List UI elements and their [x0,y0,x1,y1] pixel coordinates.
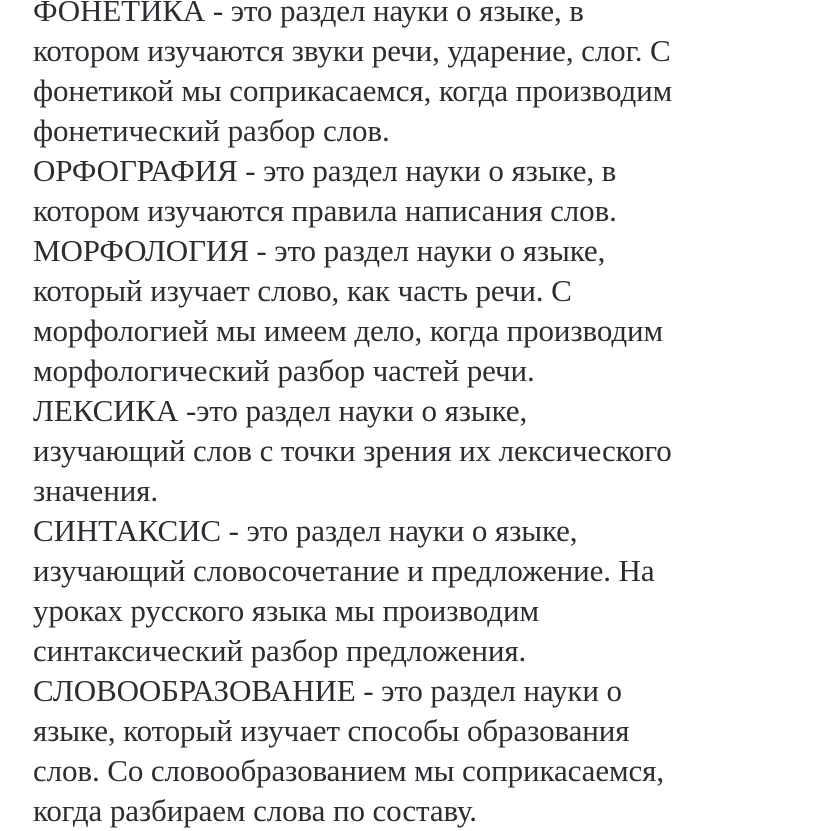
text-line-syntax-2: изучающий словосочетание и предложение. На [33,553,655,588]
text-line-word-formation-4: когда разбираем слова по составу. [33,793,477,828]
text-line-lexicon-2: изучающий слов с точки зрения их лексического [33,433,672,468]
text-line-orthography-1: ОРФОГРАФИЯ - это раздел науки о языке, в [33,153,617,188]
text-line-lexicon-1: ЛЕКСИКА -это раздел науки о языке, [33,393,528,428]
text-line-syntax-3: уроках русского языка мы производим [33,593,539,628]
document-text [33,0,823,831]
text-line-morphology-3: морфологией мы имеем дело, когда производим [33,313,664,348]
text-line-orthography-2: котором изучаются правила написания слов. [33,193,617,228]
text-line-morphology-4: морфологический разбор частей речи. [33,353,535,388]
text-line-word-formation-1: СЛОВООБРАЗОВАНИЕ - это раздел науки о [33,673,622,708]
text-line-word-formation-2: языке, который изучает способы образования [33,713,630,748]
text-line-syntax-1: СИНТАКСИС - это раздел науки о языке, [33,513,578,548]
text-line-word-formation-3: слов. Со словообразованием мы соприкасаемся, [33,753,664,788]
text-line-phonetics-3: фонетикой мы соприкасаемся, когда производим [33,73,673,108]
text-line-morphology-1: МОРФОЛОГИЯ - это раздел науки о языке, [33,233,606,268]
text-line-phonetics-4: фонетический разбор слов. [33,113,390,148]
text-line-phonetics-2: котором изучаются звуки речи, ударение, слог. С [33,33,671,68]
text-line-phonetics-1: ФОНЕТИКА - это раздел науки о языке, в [33,0,584,28]
text-line-syntax-4: синтаксический разбор предложения. [33,633,527,668]
text-line-morphology-2: который изучает слово, как часть речи. С [33,273,572,308]
text-line-lexicon-3: значения. [33,473,158,508]
